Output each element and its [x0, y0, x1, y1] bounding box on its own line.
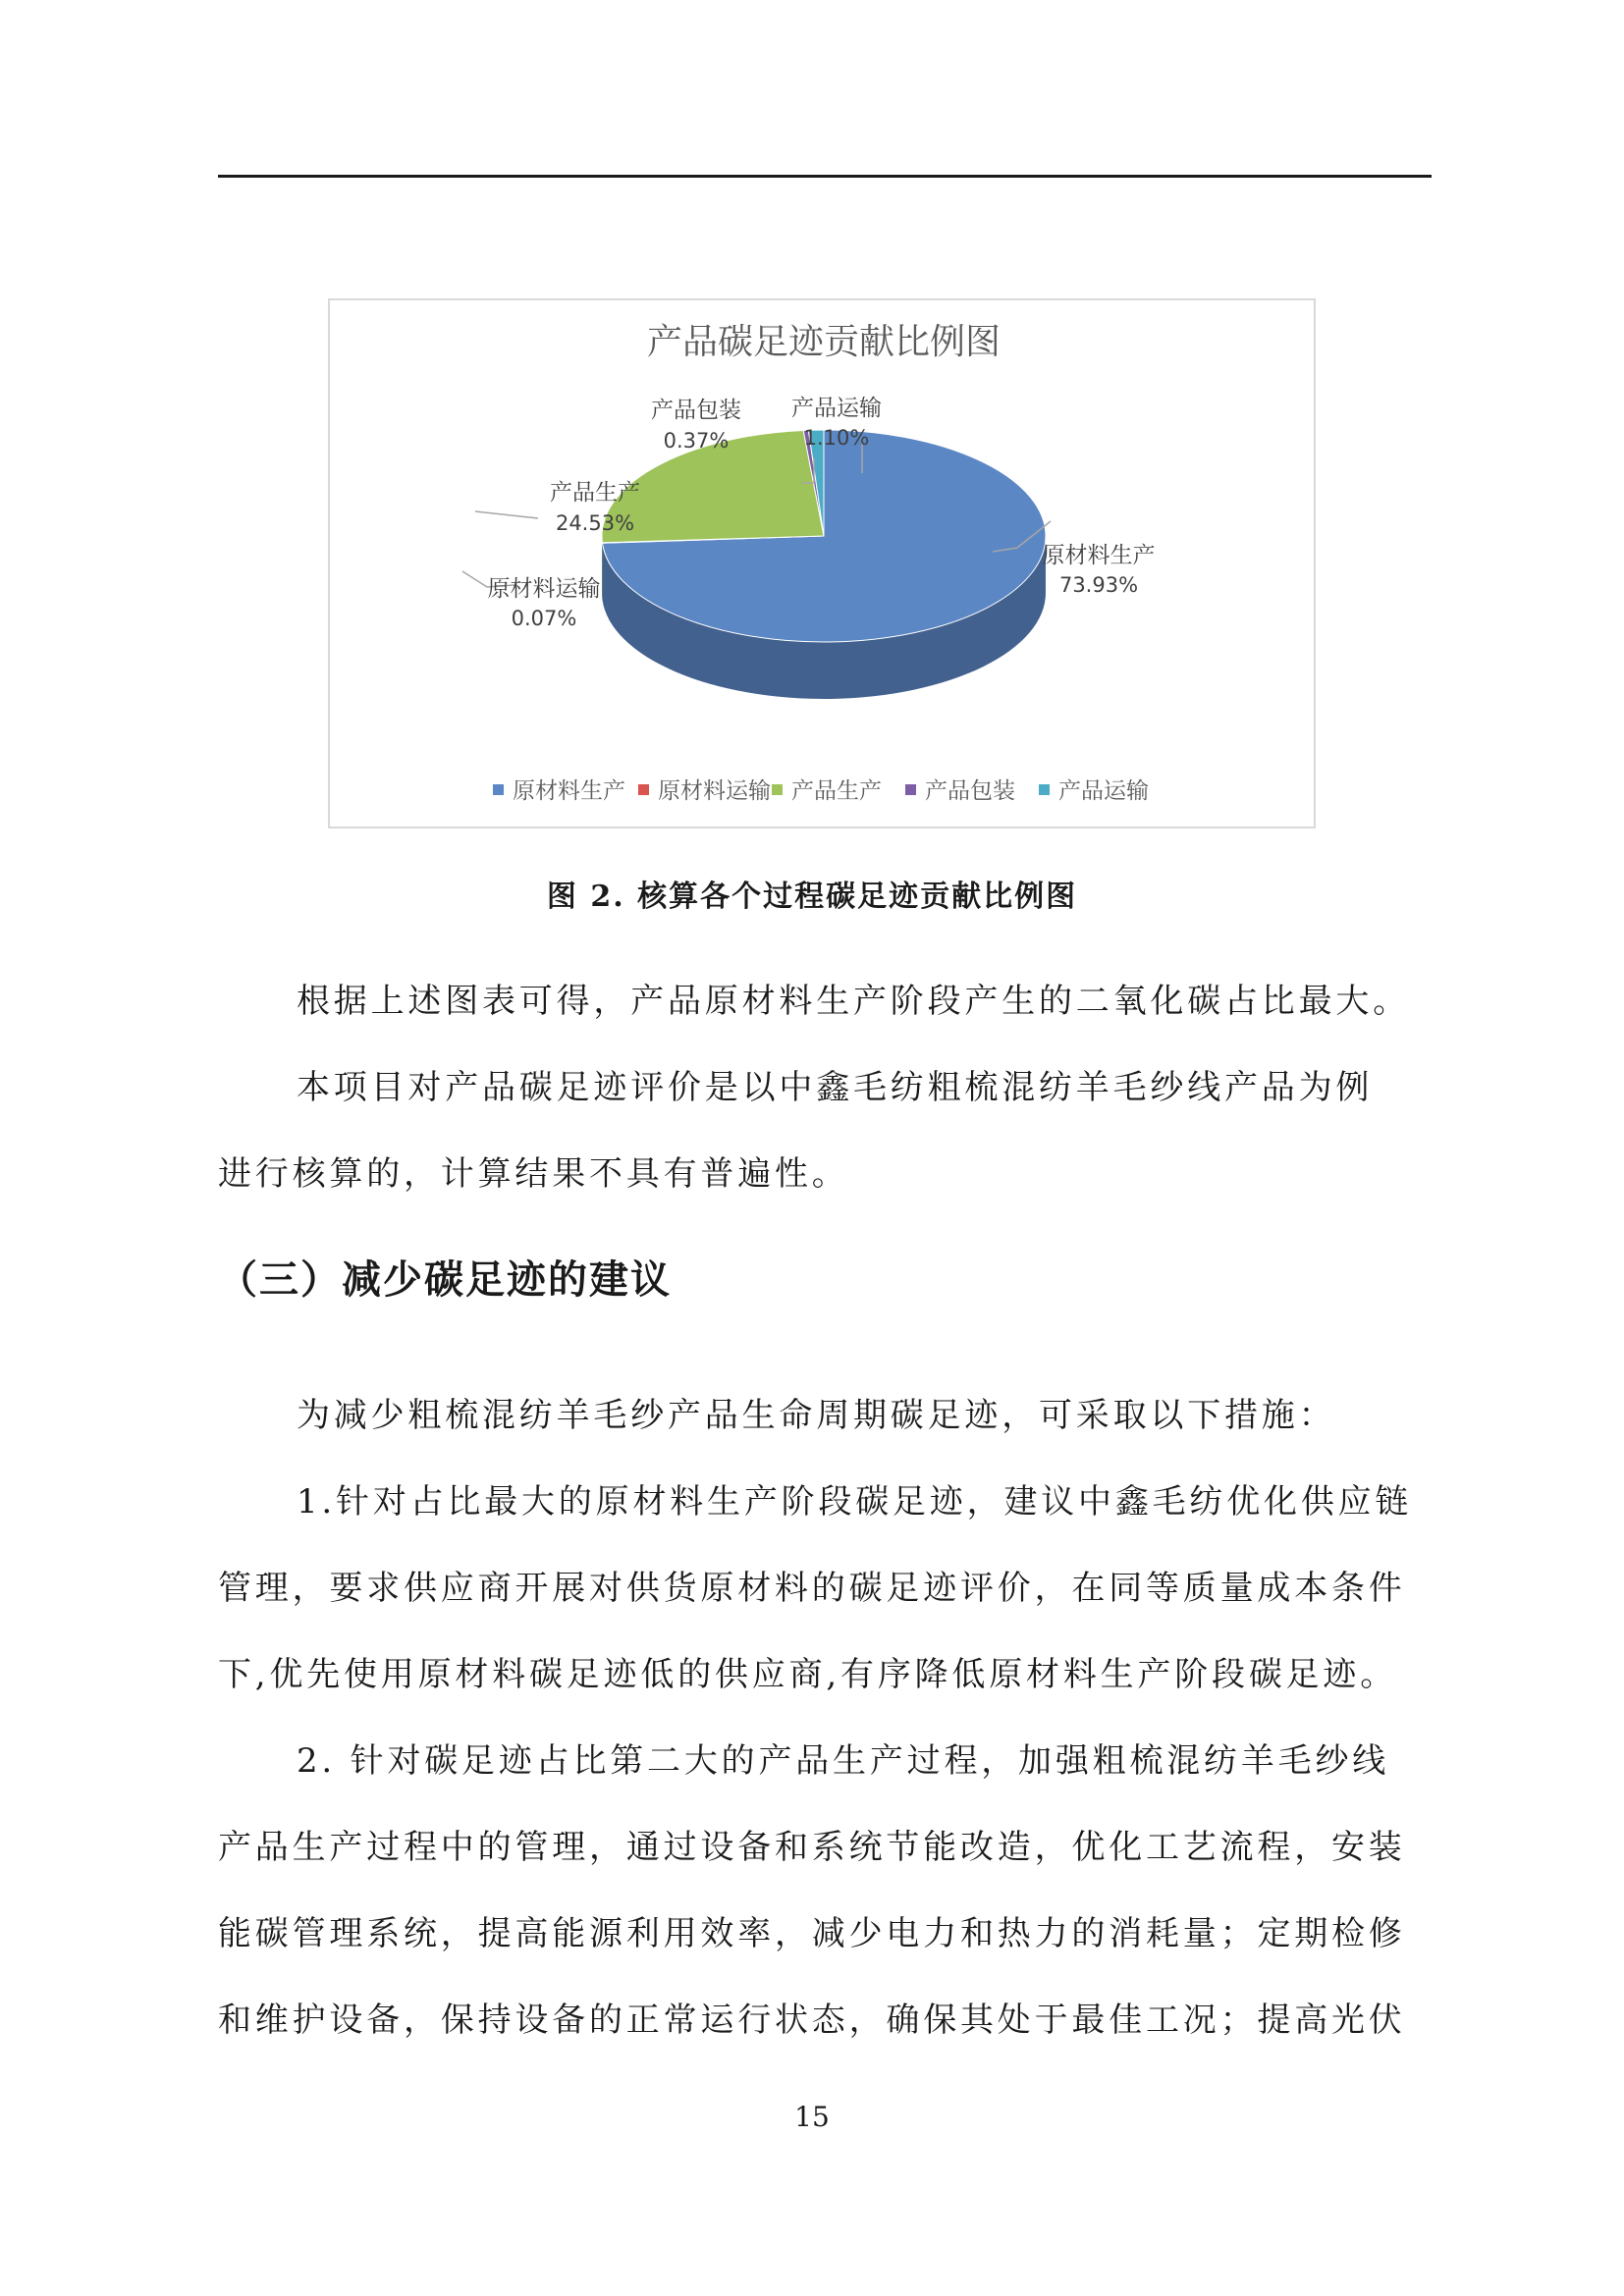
text-line: 1.针对占比最大的原材料生产阶段碳足迹，建议中鑫毛纺优化供应链: [297, 1482, 1413, 1522]
list-item: [218, 1718, 1432, 2063]
text-line: 本项目对产品碳足迹评价是以中鑫毛纺粗梳混纺羊毛纱线产品为例: [297, 1068, 1374, 1107]
slice-label-pct: 0.07%: [511, 607, 577, 630]
text-line: 下,优先使用原材料碳足迹低的供应商,有序降低原材料生产阶段碳足迹。: [218, 1655, 1398, 1694]
legend-label: 产品运输: [1058, 778, 1149, 804]
page-number: 15: [794, 2101, 830, 2133]
text-line: 产品生产过程中的管理，通过设备和系统节能改造，优化工艺流程，安装: [218, 1828, 1406, 1867]
slice-label-name: 原材料运输: [487, 576, 601, 602]
legend-swatch: [493, 784, 504, 795]
chart-title: 产品碳足迹贡献比例图: [646, 322, 1001, 362]
paragraph: [218, 1372, 1510, 1459]
paragraph: [218, 1044, 1432, 1217]
chart-legend: [493, 778, 1149, 804]
text-line: 为减少粗梳混纺羊毛纱产品生命周期碳足迹，可采取以下措施：: [297, 1396, 1336, 1435]
slice-label-name: 产品包装: [651, 398, 741, 423]
legend-label: 产品生产: [791, 778, 882, 804]
legend-label: 原材料生产: [513, 778, 625, 804]
text-line: 能碳管理系统，提高能源利用效率，减少电力和热力的消耗量；定期检修: [218, 1914, 1406, 1953]
legend-label: 产品包装: [925, 778, 1015, 804]
legend-swatch: [772, 784, 783, 795]
text-line: 和维护设备，保持设备的正常运行状态，确保其处于最佳工况；提高光伏: [218, 2001, 1406, 2040]
slice-label-pct: 73.93%: [1058, 573, 1139, 597]
figure-caption: 图 2. 核算各个过程碳足迹贡献比例图: [546, 880, 1078, 914]
paragraph: [218, 958, 1510, 1044]
slice-label-name: 产品运输: [791, 396, 882, 421]
slice-label-name: 产品生产: [550, 480, 640, 506]
text-line: 根据上述图表可得，产品原材料生产阶段产生的二氧化碳占比最大。: [297, 982, 1410, 1021]
list-item: [218, 1459, 1432, 1718]
text-line: 管理，要求供应商开展对供货原材料的碳足迹评价，在同等质量成本条件: [218, 1569, 1406, 1608]
text-line: 2. 针对碳足迹占比第二大的产品生产过程，加强粗梳混纺羊毛纱线: [297, 1741, 1390, 1781]
header-rule: [218, 175, 1432, 178]
slice-label-pct: 24.53%: [555, 511, 635, 535]
legend-swatch: [905, 784, 916, 795]
legend-swatch: [638, 784, 649, 795]
slice-label-name: 原材料生产: [1042, 543, 1156, 568]
slice-label-pct: 1.10%: [803, 426, 870, 450]
text-line: 进行核算的，计算结果不具有普遍性。: [218, 1154, 849, 1194]
legend-label: 原材料运输: [658, 778, 771, 804]
pie-chart: [328, 298, 1316, 828]
legend-swatch: [1039, 784, 1050, 795]
slice-label-pct: 0.37%: [663, 429, 730, 453]
section-heading: （三）减少碳足迹的建议: [218, 1256, 672, 1303]
pie-chart-svg: [330, 300, 1318, 830]
